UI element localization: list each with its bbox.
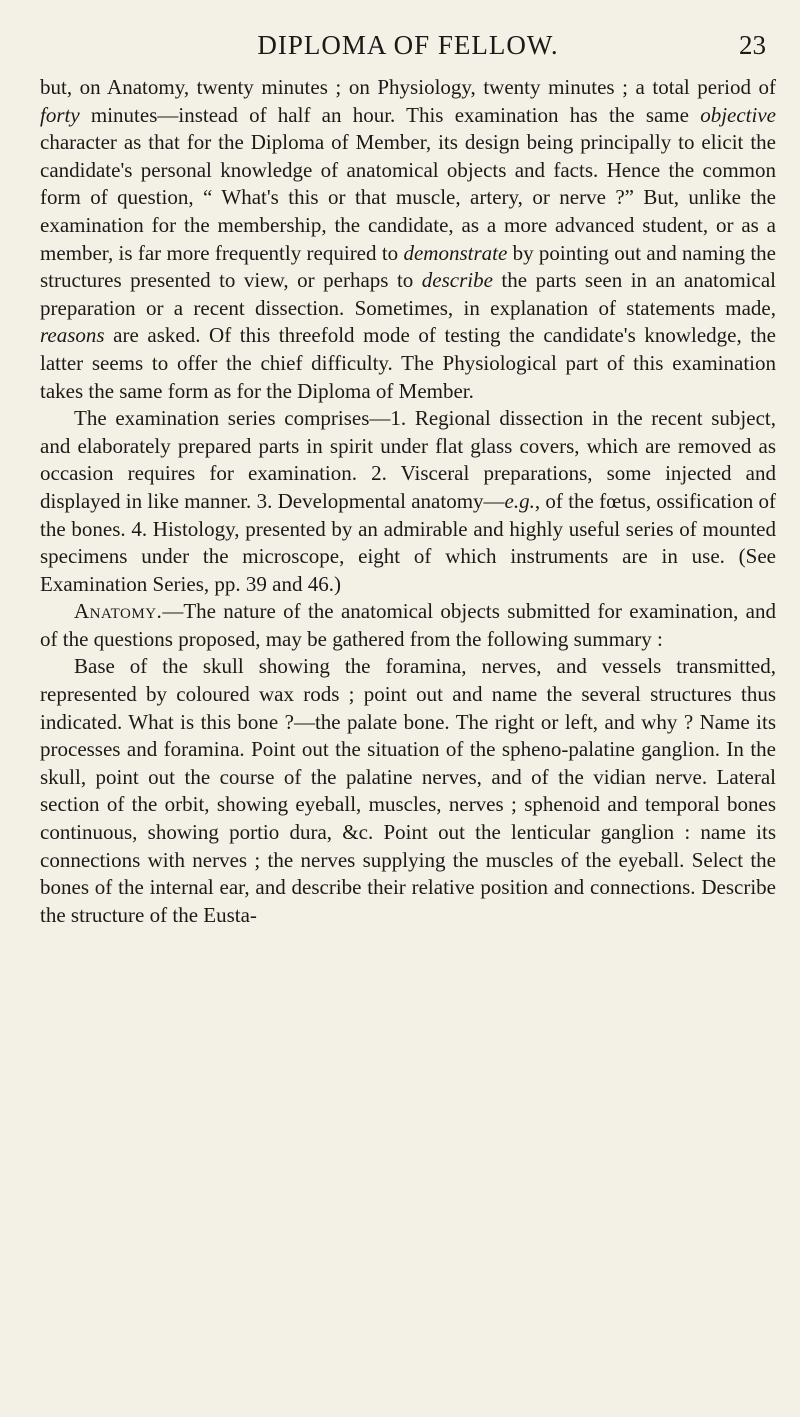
text-run: Base of the skull showing the foramina, nerves, and vessels transmitted, represented by coloured wax rods ; point out and name the several structures thus indicated. What is this bone ?—the palate bone. The right or left, and why ? Name its processes and foramina. Point out the situation of the spheno-palatine ganglion. In the skull, point out the course of the palatine nerves, and of the vidian nerve. Lateral section of the orbit, showing eyeball, muscles, nerves ; sphenoid and temporal bones continuous, showing portio dura, &c. Point out the lenticular ganglion : name its connections with nerves ; the nerves supplying the muscles of the eyeball. Select the bones of the internal ear, and describe their relative position and connections. Describe the structure of the Eusta- bbox=[40, 654, 776, 927]
text-run: minutes—instead of half an hour. This examination has the same bbox=[79, 102, 701, 127]
text-run: by pointing out and naming the structures presented to view, or perhaps to bbox=[40, 240, 776, 293]
body-text bbox=[40, 74, 776, 929]
emphasis-objective: objective bbox=[700, 102, 776, 127]
text-run: The examination series comprises—1. Regional dissection in the recent subject, and elaborately prepared parts in spirit under flat glass covers, which are removed as occasion requires for examination. 2. Visceral preparations, some injected and displayed in like manner. 3. Developmental anatomy— bbox=[40, 406, 776, 513]
text-run: but, on Anatomy, twenty minutes ; on Physiology, twenty minutes ; a total period of bbox=[40, 75, 776, 99]
paragraph-examination-series bbox=[40, 405, 776, 598]
text-run: character as that for the Diploma of Member, its design being principally to elicit the candidate's personal knowledge of anatomical objects and facts. Hence the common form of question, “ What's this or that muscle, artery, or nerve ?” But, unlike the examination for the membership, the candidate, as a more advanced student, or as a member, is far more frequently required to bbox=[40, 130, 776, 265]
emphasis-reasons: reasons bbox=[40, 323, 105, 348]
emphasis-demonstrate: demonstrate bbox=[403, 240, 508, 265]
running-head bbox=[40, 14, 776, 74]
emphasis-forty: forty bbox=[40, 102, 80, 127]
emphasis-describe: describe bbox=[421, 268, 493, 293]
text-run: , of the fœtus, ossification of the bones. 4. Histology, presented by an admirable and highly useful series of mounted specimens under the microscope, eight of which instruments are in use. (See Examination Series, pp. 39 and 46.) bbox=[40, 488, 776, 596]
paragraph-anatomy-intro bbox=[40, 598, 776, 653]
section-heading-anatomy: Anatomy. bbox=[74, 599, 163, 624]
text-run: the parts seen in an anatomical preparation or a recent dissection. Sometimes, in explanation of statements made, bbox=[40, 268, 776, 320]
running-title: DIPLOMA OF FELLOW. bbox=[257, 30, 559, 60]
page-number: 23 bbox=[739, 30, 766, 60]
emphasis-eg: e.g. bbox=[504, 488, 535, 513]
text-run: are asked. Of this threefold mode of testing the candidate's knowledge, the latter seems to offer the chief difficulty. The Physiological part of this examination takes the same form as for the Diploma of Member. bbox=[40, 323, 776, 403]
text-run: —The nature of the anatomical objects submitted for examination, and of the questions proposed, may be gathered from the following summary : bbox=[40, 599, 776, 651]
paragraph-anatomy-summary bbox=[40, 653, 776, 929]
paragraph-exam-character bbox=[40, 74, 776, 405]
